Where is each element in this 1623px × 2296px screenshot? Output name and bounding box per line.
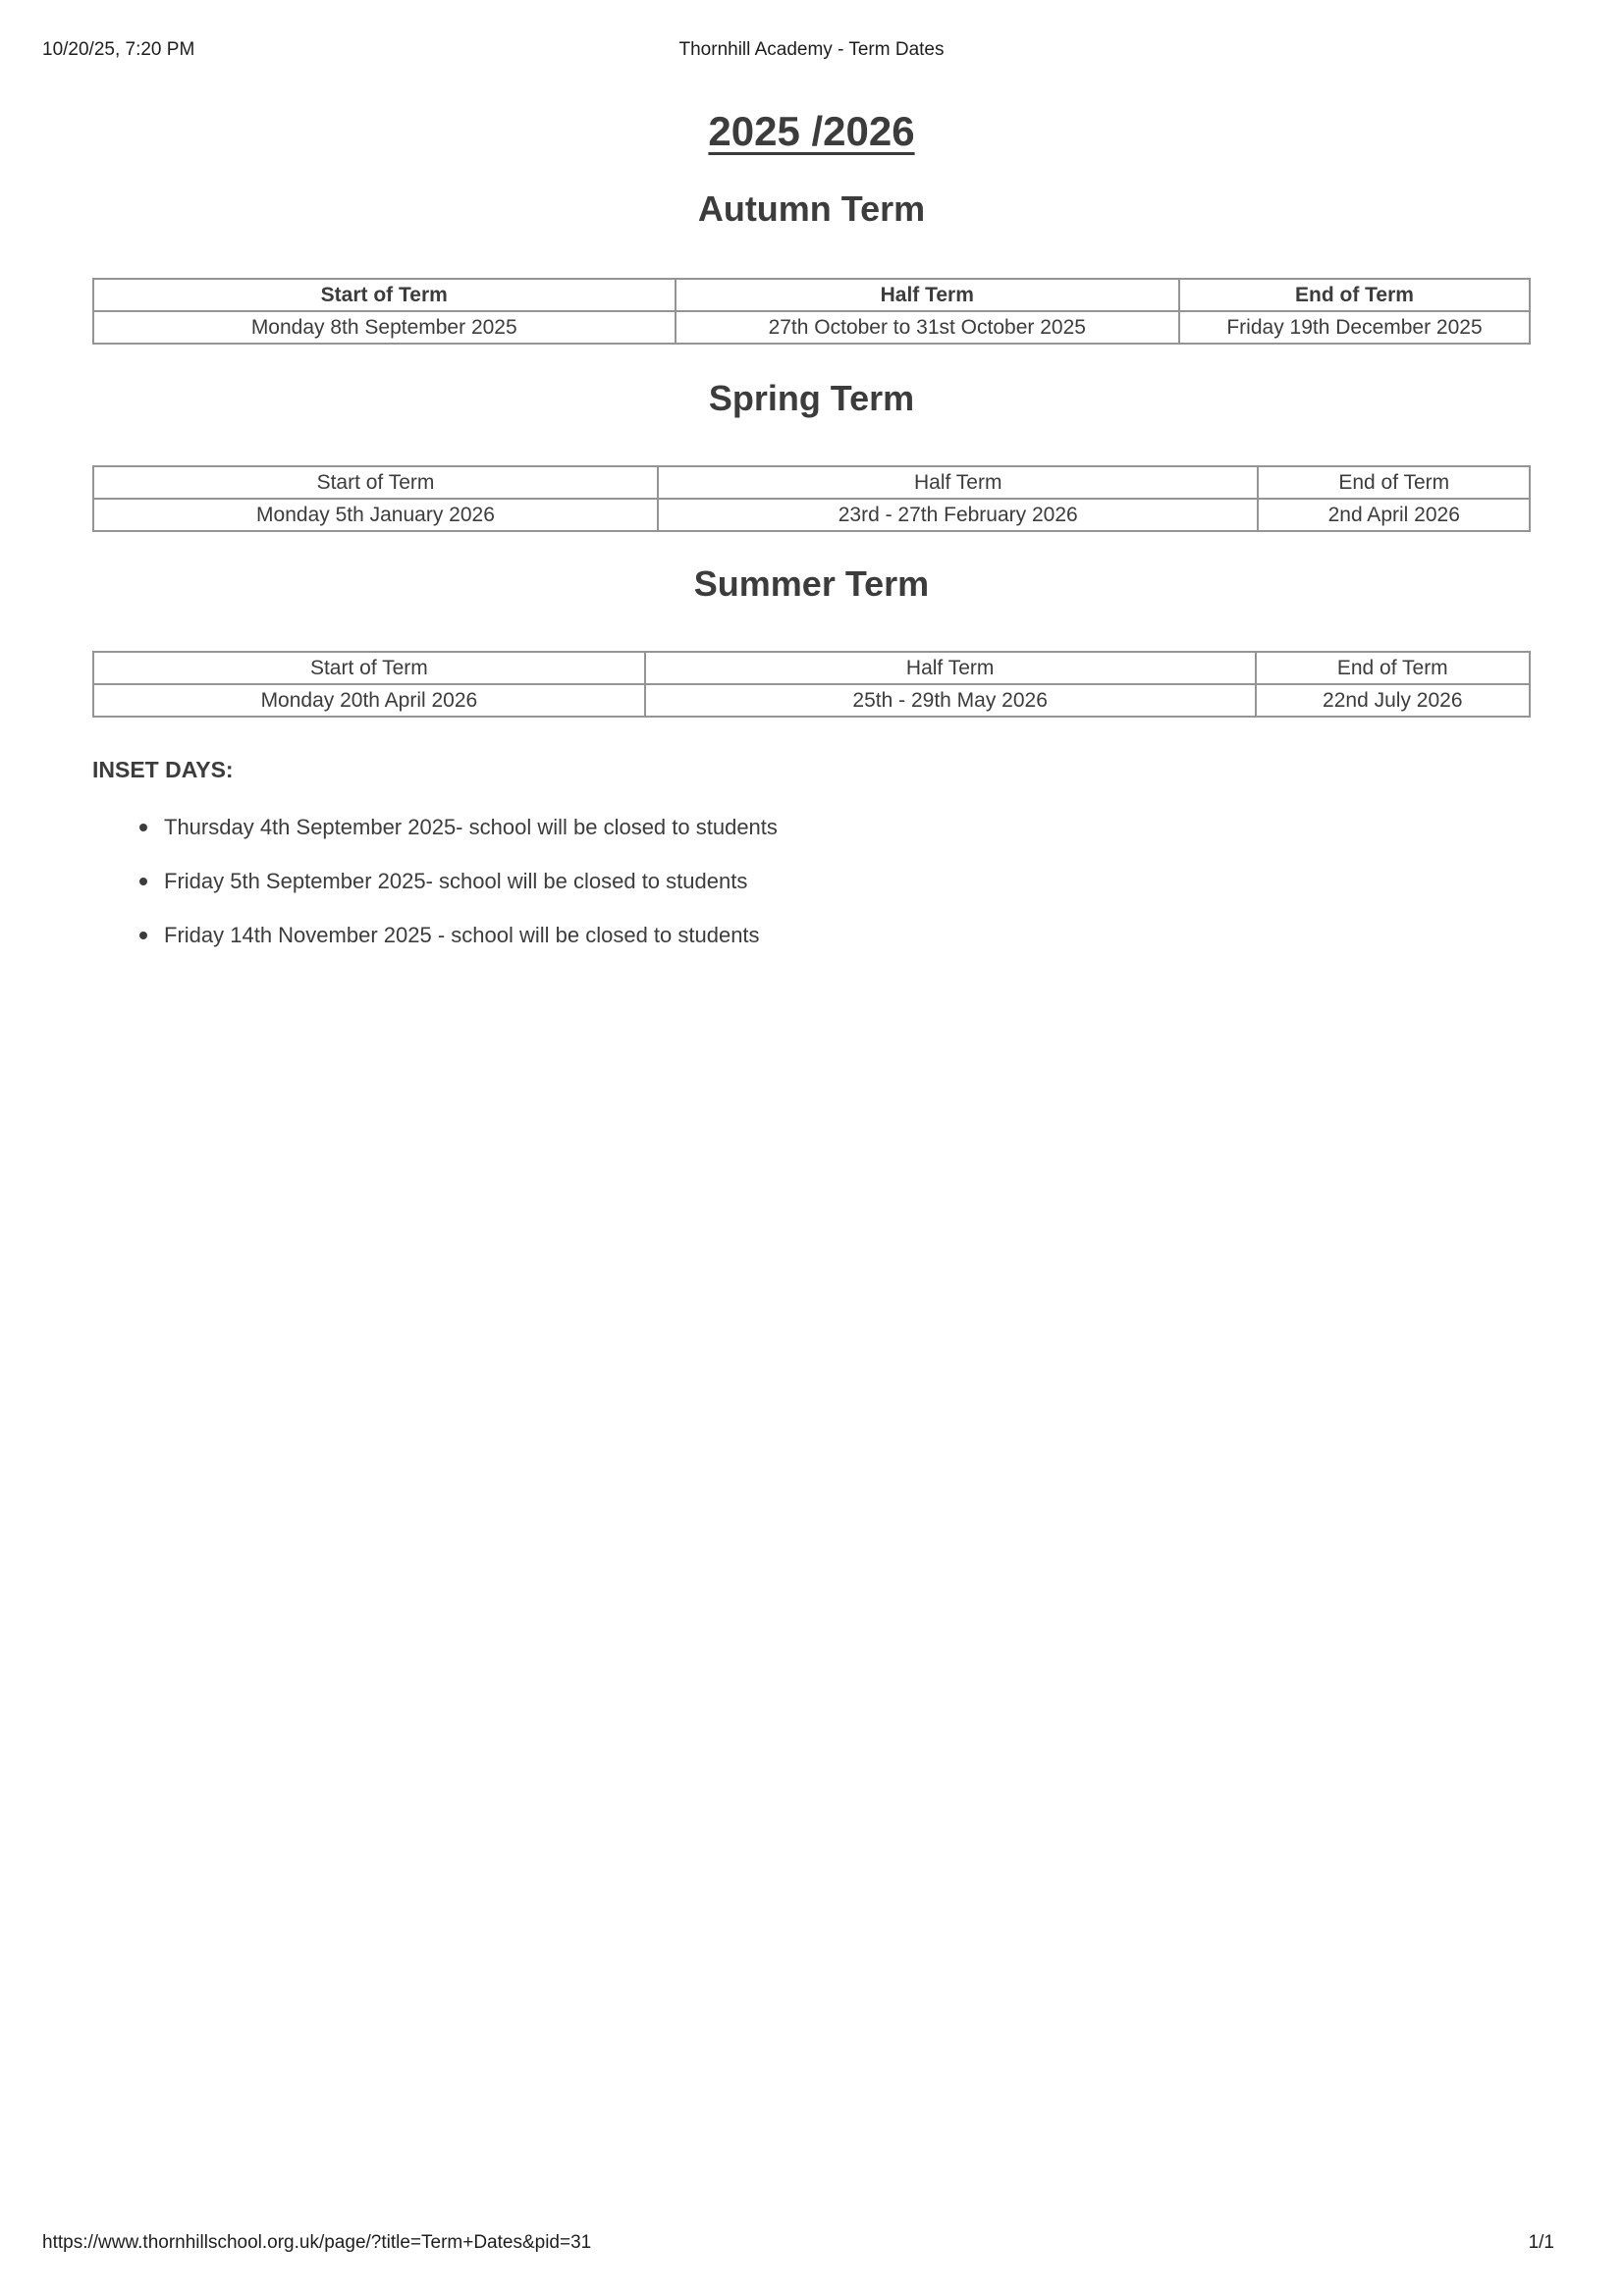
bullet-icon <box>139 878 147 885</box>
table-header-row <box>93 279 1530 311</box>
table-row <box>93 499 1530 531</box>
inset-days-list <box>92 815 1531 948</box>
print-datetime: 10/20/25, 7:20 PM <box>42 39 195 60</box>
summer-col-end: End of Term <box>1256 652 1530 684</box>
spring-start-date: Monday 5th January 2026 <box>93 499 658 531</box>
document-content <box>92 0 1531 977</box>
autumn-end-date: Friday 19th December 2025 <box>1179 311 1530 344</box>
inset-day-text: Friday 5th September 2025- school will be closed to students <box>164 869 748 893</box>
table-header-row <box>93 466 1530 499</box>
spring-term-table <box>92 465 1531 532</box>
table-row <box>93 311 1530 344</box>
list-item <box>147 869 1531 894</box>
autumn-col-start: Start of Term <box>93 279 676 311</box>
autumn-term-table <box>92 278 1531 345</box>
print-source-url: https://www.thornhillschool.org.uk/page/?title=Term+Dates&pid=31 <box>42 2232 592 2253</box>
print-page-number: 1/1 <box>1528 2232 1554 2253</box>
autumn-col-end: End of Term <box>1179 279 1530 311</box>
spring-half-term-dates: 23rd - 27th February 2026 <box>658 499 1259 531</box>
summer-start-date: Monday 20th April 2026 <box>93 684 645 717</box>
print-doc-title: Thornhill Academy - Term Dates <box>678 39 945 60</box>
inset-day-text: Friday 14th November 2025 - school will be closed to students <box>164 923 760 947</box>
autumn-start-date: Monday 8th September 2025 <box>93 311 676 344</box>
list-item <box>147 923 1531 948</box>
summer-term-table <box>92 651 1531 718</box>
bullet-icon <box>139 932 147 939</box>
spring-col-half: Half Term <box>658 466 1259 499</box>
inset-days-label: INSET DAYS: <box>92 757 234 782</box>
spring-end-date: 2nd April 2026 <box>1258 499 1530 531</box>
table-header-row <box>93 652 1530 684</box>
table-row <box>93 684 1530 717</box>
inset-day-text: Thursday 4th September 2025- school will be closed to students <box>164 815 778 839</box>
autumn-half-term-dates: 27th October to 31st October 2025 <box>676 311 1180 344</box>
autumn-term-heading: Autumn Term <box>697 188 926 229</box>
summer-term-heading: Summer Term <box>693 563 930 604</box>
spring-col-end: End of Term <box>1258 466 1530 499</box>
summer-col-start: Start of Term <box>93 652 645 684</box>
bullet-icon <box>139 824 147 831</box>
page-title: 2025 /2026 <box>708 108 915 154</box>
spring-term-heading: Spring Term <box>708 378 915 418</box>
print-footer <box>42 2232 1581 2258</box>
list-item <box>147 815 1531 840</box>
spring-col-start: Start of Term <box>93 466 658 499</box>
summer-col-half: Half Term <box>645 652 1256 684</box>
autumn-col-half: Half Term <box>676 279 1180 311</box>
summer-end-date: 22nd July 2026 <box>1256 684 1530 717</box>
summer-half-term-dates: 25th - 29th May 2026 <box>645 684 1256 717</box>
